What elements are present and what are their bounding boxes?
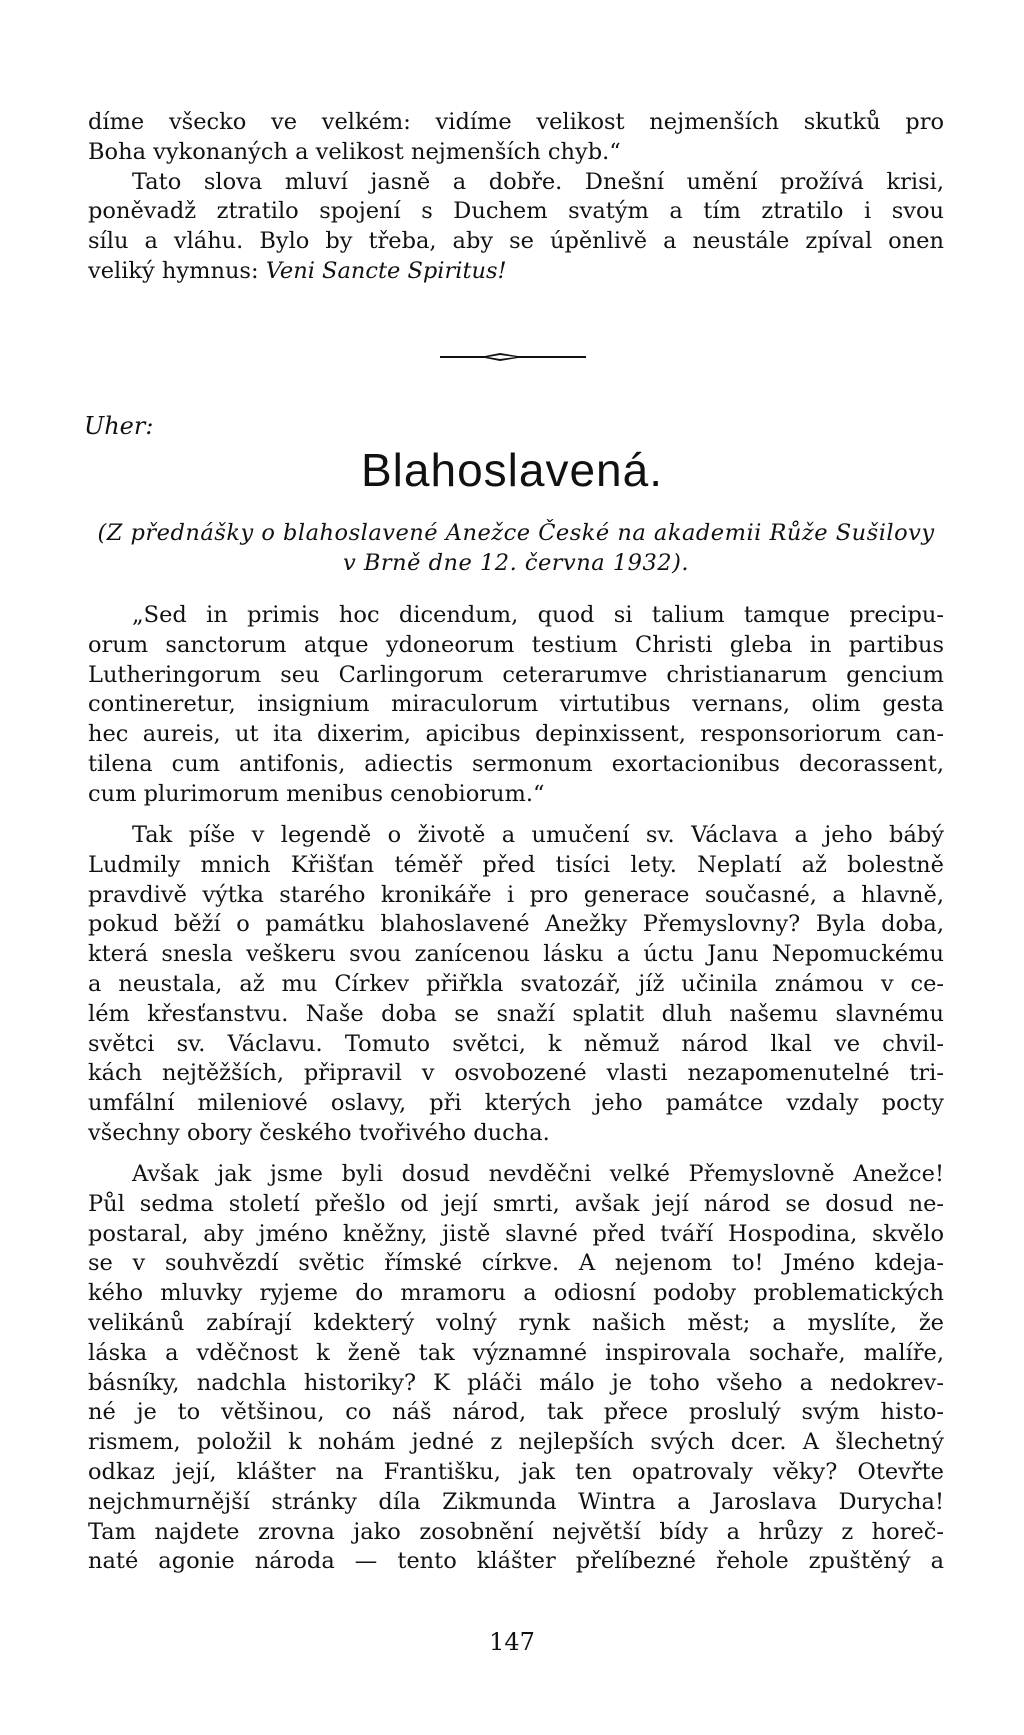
text-line: všechny obory českého tvořivého ducha. [88,1119,550,1146]
text-line: kách nejtěžších, připravil v osvobozené vlasti nezapomenutelné tri- [88,1060,944,1087]
text-line: nejchmurnější stránky díla Zikmunda Wintra a Jaroslava Durycha! [88,1488,944,1515]
text-line: postaral, aby jméno kněžny, jistě slavné před tváří Hospodina, skvělo [88,1220,944,1247]
text-line: „Sed in primis hoc dicendum, quod si talium tamque precipu- [132,602,944,628]
chapter-subtitle [88,518,944,578]
text-line: cum plurimorum menibus cenobiorum.“ [88,780,545,807]
text-line: poněvadž ztratilo spojení s Duchem svatým a tím ztratilo i svou [88,198,944,225]
text-line: básníky, nadchla historiky? K pláči málo je toho všeho a nedokrev- [88,1369,944,1396]
text-line: pravdivě výtka starého kronikáře i pro generace současné, a hlavně, [88,881,944,908]
text-line: a neustala, až mu Církev přiřkla svatozář, jíž učinila známou v ce- [88,970,944,997]
text-line: pokud běží o památku blahoslavené Anežky Přemyslovny? Byla doba, [88,911,944,938]
text-span: veliký hymnus: [88,257,266,284]
section-divider-ornament [440,350,586,364]
hymn-title: Veni Sancte Spiritus! [265,257,507,284]
text-line: díme všecko ve velkém: vidíme velikost nejmenších skutků pro [88,109,944,135]
text-line: světci sv. Václavu. Tomuto světci, k němuž národ lkal ve chvil- [88,1030,944,1057]
top-paragraph [88,108,944,287]
subtitle-line: (Z přednášky o blahoslavené Anežce České na akademii Růže Sušilovy [97,520,935,546]
text-line: Tak píše v legendě o životě a umučení sv. Václava a jeho bábý [132,822,944,848]
text-line: hec aureis, ut ita dixerim, apicibus depinxissent, responsoriorum can- [88,721,944,748]
text-line: láska a vděčnost k ženě tak významné inspirovala sochaře, malíře, [88,1339,944,1366]
text-line: Avšak jak jsme byli dosud nevděčni velké Přemyslovně Anežce! [132,1161,944,1187]
text-line: rismem, položil k nohám jedné z nejlepších svých dcer. A šlechetný [88,1429,944,1456]
text-line: contineretur, insignium miraculorum virtutibus vernans, olim gesta [88,691,944,718]
text-line: Boha vykonaných a velikost nejmenších chyb.“ [88,138,621,165]
text-line: Tato slova mluví jasně a dobře. Dnešní umění prožívá krisi, [132,168,944,195]
latin-quote [88,601,944,810]
text-line: Lutheringorum seu Carlingorum ceterarumve christianarum gencium [88,661,944,688]
text-line: která snesla veškeru svou zanícenou lásku a úctu Janu Nepomuckému [88,941,944,968]
text-line: sílu a vláhu. Bylo by třeba, aby se úpěnlivě a neustále zpíval onen [88,228,944,255]
text-line: orum sanctorum atque ydoneorum testium Christi gleba in partibus [88,631,944,658]
text-line: odkaz její, klášter na Františku, jak ten opatrovaly věky? Otevřte [88,1458,944,1485]
text-line [88,257,944,287]
text-line: naté agonie národa — tento klášter přelíbezné řehole zpuštěný a [88,1548,944,1575]
text-line: velikánů zabírají kdekterý volný rynk našich měst; a myslíte, že [88,1309,944,1336]
text-line: lém křesťanstvu. Naše doba se snaží splatit dluh našemu slavnému [88,1000,944,1027]
paragraph-2 [88,821,944,1149]
text-line: Tam najdete zrovna jako zosobnění největší bídy a hrůzy z horeč- [88,1518,944,1545]
chapter-title: Blahoslavená. [361,444,663,496]
author-name: Uher: [84,412,154,440]
text-line: né je to většinou, co náš národ, tak přece proslulý svým histo- [88,1399,944,1426]
text-line: tilena cum antifonis, adiectis sermonum exortacionibus decorassent, [88,750,944,777]
text-line: se v souhvězdí světic římské církve. A nejenom to! Jméno kdeja- [88,1250,944,1277]
text-line: umfální mileniové oslavy, při kterých jeho památce vzdaly pocty [88,1090,944,1117]
text-line: Ludmily mnich Křišťan téměř před tisíci lety. Neplatí až bolestně [88,851,944,878]
page-number: 147 [489,1628,535,1656]
text-line: kého mluvky ryjeme do mramoru a odiosní podoby problematických [88,1280,944,1307]
paragraph-3 [88,1160,944,1577]
text-line: Půl sedma století přešlo od její smrti, avšak její národ se dosud ne- [88,1190,944,1217]
subtitle-line: v Brně dne 12. června 1932). [342,550,690,576]
